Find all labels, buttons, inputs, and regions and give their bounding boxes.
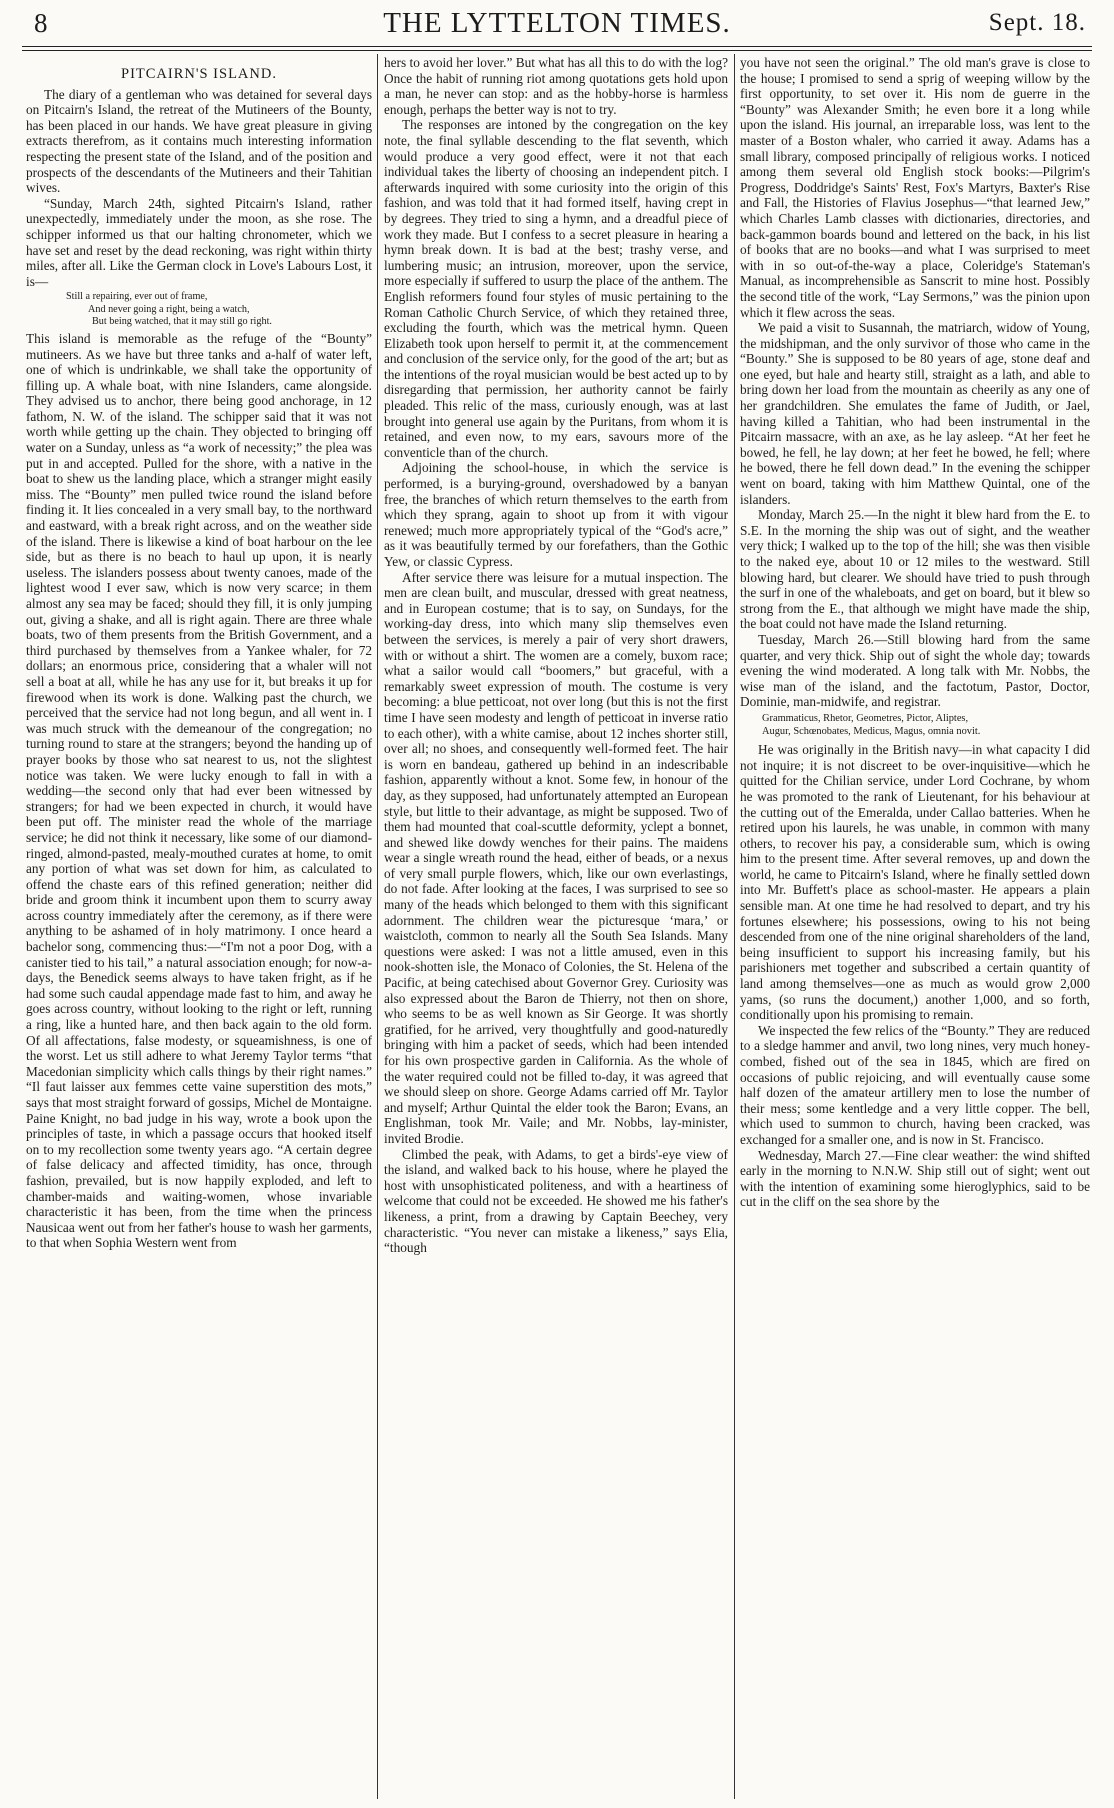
article-paragraph: Tuesday, March 26.—Still blowing hard from the same quarter, and very thick. Ship out of sight the whole day; towards evening the wind moderated. A long talk with Mr. Nobbs, the wise man of the island, and the factotum, Pastor, Doctor, Dominie, man-midwife, and registrar. [740,631,1090,710]
verse-line: Still a repairing, ever out of frame, [66,291,208,303]
column-2 [384,55,728,1799]
article-paragraph: We paid a visit to Susannah, the matriarch, widow of Young, the midshipman, and the only survivor of those who came in the “Bounty.” She is supposed to be 80 years of age, stone deaf and one eyed, but hale and hearty still, straight as a lath, and able to bring down her load from the mountain as cheerily as any one of her grandchildren. She emulates the fame of Judith, or Jael, having killed a Tahitian, who had been instrumental in the Pitcairn massacre, with an axe, as he lay asleep. “At her feet he bowed, he fell, he lay down; at her feet he bowed, he fell; where he bowed, there he fell down dead.” In the evening the schipper went on board, taking with him Matthew Quintal, one of the islanders. [740,320,1090,507]
verse-line: But being watched, that it may still go right. [92,315,272,327]
masthead-rule-thin [22,50,1092,51]
article-paragraph: After service there was leisure for a mutual inspection. The men are clean built, and muscular, dressed with great neatness, and in European costume; that is to say, on Sundays, for the working-day dress, into which many slip themselves even between the services, is merely a pair of very short drawers, with or without a shirt. The women are a comely, buxom race; what a sailor would call “boomers,” but graceful, with a remarkably sweet expression of mouth. The costume is very becoming: a blue petticoat, not over long (but this is not the first time I have seen modesty and length of petticoat in inverse ratio to each other), with a white camise, about 12 inches shorter still, over all; no shoes, and consequently well-formed feet. The hair is worn en bandeau, gathered up behind in an indescribable fashion, apparently without a knot. Some few, in honour of the day, as they supposed, had unfortunately attempted an European style, but little to their advantage, as might be supposed. Two of them had mounted that coal-scuttle deformity, yclept a bonnet, and shewed like dowdy wenches for their pains. The maidens wear a single wreath round the head, either of beads, or a nexus of very small purple flowers, which, like our own everlastings, do not fade. After looking at the faces, I was surprised to see so many of the heads which belonged to them with this significant adornment. The children wear the picturesque ‘mara,’ or waistcloth, common to nearly all the South Sea Islands. Many questions were asked: I was not a little amused, even in this nook-shotten isle, the Monaco of Colonies, the St. Helena of the Pacific, at being catechised about Governor Grey. Curiosity was also expressed about the Baron de Thierry, not then on shore, who seems to be as well known as Sir George. It was shortly gratified, for he arrived, very thoughtfully and good-naturedly bringing with him a packet of seeds, which had been intended for his own prospective garden in California. As the whole of the water required could not be filled to-day, it was agreed that we should sleep on shore. George Adams carried off Mr. Taylor and myself; Arthur Quintal the elder took the Baron; Evans, an Englishman, took Mr. Vaile; and Mr. Nobbs, lay-minister, invited Brodie. [384,569,728,1146]
issue-date: Sept. 18. [988,9,1086,36]
article-paragraph: Climbed the peak, with Adams, to get a birds'-eye view of the island, and walked back to his house, where he played the host with unsophisticated politeness, and with a heartiness of welcome that could not be exceeded. He showed me his father's likeness, a print, from a drawing by Captain Beechey, very characteristic. “You never can mistake a likeness,” says Elia, “though [384,1146,728,1256]
latin-quote [740,713,1090,738]
article-paragraph: The diary of a gentleman who was detained for several days on Pitcairn's Island, the retreat of the Mutineers of the Bounty, has been placed in our hands. We have great pleasure in giving extracts therefrom, as it contains much interesting information respecting the present state of the Island, and of the position and prospects of the descendants of the Mutineers and their Tahitian wives. [26,86,372,196]
page-number: 8 [34,8,48,38]
latin-line: Grammaticus, Rhetor, Geometres, Pictor, Aliptes, [762,712,969,724]
article-paragraph: The responses are intoned by the congregation on the key note, the final syllable descending to the flat seventh, which would produce a very good effect, were it not that each individual takes the liberty of choosing an independent pitch. I afterwards inquired with some curiosity into the origin of this fashion, and was told that it had formed itself, having crept in by degrees. They tried to sing a hymn, and a dreadful piece of work they made. But I confess to a secret pleasure in hearing a hymn break down. It is bad at the best; trashy verse, and lumbering music; an intrusion, moreover, upon the service, more especially if suffered to usurp the place of the anthem. The English reformers found four styles of music pertaining to the Roman Catholic Church Service, of which they retained three, excluding the fourth, which was the metrical hymn. Queen Elizabeth took upon herself to permit it, at the commencement and conclusion of the service only, for the good of the art; but as the intentions of the royal musician would be best acted up to by disregarding that permission, her authority cannot be fairly pleaded. This relic of the mass, curiously enough, was at last brought into general use again by the Puritans, from whom it is retained, and even now, to my ears, savours more of the conventicle than of the church. [384,117,728,460]
article-paragraph: We inspected the few relics of the “Bounty.” They are reduced to a sledge hammer and anvil, two long nines, very much honey-combed, fished out of the sea in 1845, which are fired on occasions of public rejoicing, and will eventually cause some half dozen of the amateur artillery men to lose the number of their mess; some kentledge and a very little copper. The bell, which used to summon to church, having been cracked, was exchanged for a smaller one, and is now in St. Francisco. [740,1022,1090,1147]
verse-line: And never going a right, being a watch, [88,303,250,315]
article-paragraph: hers to avoid her lover.” But what has all this to do with the log? Once the habit of running riot among quotations gets hold upon a man, he never can stop: and as the hobby-horse is harmless enough, perhaps the better way is not to try. [384,55,728,117]
article-paragraph: you have not seen the original.” The old man's grave is close to the house; I promised to send a sprig of weeping willow by the first opportunity, to set over it. His nom de guerre in the “Bounty” was Alexander Smith; he even bore it a long while upon the island. His journal, an irreparable loss, was lent to the master of a Boston whaler, who carried it away. Adams has a small library, composed principally of religious works. I noticed among them several old English stock books:—Pilgrim's Progress, Doddridge's Saints' Rest, Fox's Martyrs, Baxter's Rise and Fall, the Histories of Flavius Josephus—“that learned Jew,” which Charles Lamb classes with dictionaries, directories, and back-gammon boards bound and lettered on the back, in his list of books that are no books—and what I was surprised to meet with in so out-of-the-way a place, Coleridge's Stateman's Manual, as incomprehensible as Sanscrit to mine host. Possibly the second title of the work, “Lay Sermons,” was the pinion upon which it flew across the seas. [740,55,1090,320]
masthead-rule-thick [22,46,1092,47]
article-paragraph: This island is memorable as the refuge of the “Bounty” mutineers. As we have but three tanks and a-half of water left, one of which is undrinkable, we shall take the opportunity of filling up. A whale boat, with nine Islanders, came alongside. They advised us to anchor, there being good anchorage, in 12 fathom, N. W. of the island. The schipper said that it was not worth while getting up the chain. They objected to bringing off water on a Sunday, unless as “a work of necessity;” the plea was put in and accepted. Pulled for the shore, with a native in the boat to shew us the landing place, which a stranger might easily miss. The “Bounty” men pulled twice round the island before finding it. It lies concealed in a very small bay, to the northward and eastward, with a break right across, and on the weather side of the island. There is likewise a kind of boat harbour on the lee side, but as there is no beach to haul up upon, it is nearly useless. The islanders possess about twenty canoes, made of the lightest wood I ever saw, which is now very scarce; in them almost any sea may be faced; should they fill, it is only jumping out, giving a shake, and all is right again. There are three whale boats, two of them presents from the British Government, and a third purchased by themselves from a Yankee whaler, for 72 dollars; an enormous price, considering that a whaler will not sell a boat at all, while he has any use for it, but breaks it up for firewood when its work is done. Walking past the church, we perceived that the service had not long begun, and all went in. I was much struck with the demeanour of the congregation; no turning round to stare at the strangers; beyond the handing up of prayer books by those who sat nearest to us, not the slightest notice was taken. We were lucky enough to fall in with a wedding—the second only that had ever been witnessed by strangers; for had we been expected in church, it would have been put off. The minister read the whole of the marriage service; he did not think it necessary, like some of our diamond-ringed, almond-pasted, mealy-mouthed curates at home, to omit any portion of what was set down for him, as calculated to offend the chaste ears of this refined generation; neither did bride and groom think it incumbent upon them to scurry away across country immediately after the ceremony, as if there were anything to be ashamed of in holy matrimony. I once heard a bachelor song, commencing thus:—“I'm not a poor Dog, with a canister tied to his tail,” a natural association enough; for now-a-days, the Benedick seems always to have taken fright, as if he had some such caudal appendage made fast to him, and away he goes across country, without looking to the right or left, running a ring, like a hunted hare, and then back again to the old form. Of all affectations, false modesty, or squeamishness, is one of the worst. Let us still adhere to what Jeremy Taylor terms “that Macedonian simplicity which calls things by their right names.” “Il faut laisser aux femmes cette vaine superstition des mots,” says that most straight forward of gossips, Michel de Montaigne. Paine Knight, no bad judge in his way, wrote a book upon the principles of taste, in which a passage occurs that hooked itself on to my recollection some twenty years ago. “A certain degree of false delicacy and affected timidity, has once, through fashion, prevailed, but is now happily exploded, and left to chamber-maids and waiting-women, whose invariable characteristic it has been, from the time when the princess Nausicaa went out from her father's house to wash her garments, to that when Sophia Western went from [26,330,372,1251]
article-paragraph: “Sunday, March 24th, sighted Pitcairn's Island, rather unexpectedly, immediately under the moon, as she rose. The schipper informed us that our halting chronometer, which we have set and reset by the dead reckoning, was right within thirty miles, after all. Like the German clock in Love's Labours Lost, it is— [26,195,372,289]
column-divider [377,54,378,1799]
masthead-bar [22,6,1092,42]
article-paragraph: Wednesday, March 27.—Fine clear weather: the wind shifted early in the morning to N.N.W. Ship still out of sight; went out with the intention of examining some hieroglyphics, said to be cut in the cliff on the sea shore by the [740,1147,1090,1210]
newspaper-title: THE LYTTELTON TIMES. [383,7,731,39]
column-1 [26,55,372,1799]
article-paragraph: He was originally in the British navy—in what capacity I did not inquire; it is not discreet to be over-inquisitive—which he quitted for the Chilian service, under Lord Cochrane, by whom he was promoted to the rank of Lieutenant, for his behaviour at the cutting out of the Emeralda, under Callao batteries. When he retired upon his laurels, he was unable, in common with many others, to recover his pay, a considerable sum, which is owing him to the present time. After several removes, up and down the world, he came to Pitcairn's Island, where he finally settled down into Mr. Buffett's place as school-master. He appears a plain sensible man. At one time he had resolved to depart, and try his fortunes elsewhere; his possessions, owing to his not being descended from one of the nine original shareholders of the land, being insufficient to support his increasing family, but his parishioners met together and subscribed a certain quantity of land among themselves—one as much as would grow 2,000 yams, (so runs the document,) another 1,000, and so forth, conditionally upon his promising to remain. [740,742,1090,1023]
column-3 [740,55,1090,1799]
latin-line: Augur, Schœnobates, Medicus, Magus, omnia novit. [762,725,981,737]
column-divider [734,54,735,1799]
article-paragraph: Adjoining the school-house, in which the service is performed, is a burying-ground, overshadowed by a banyan free, the branches of which return themselves to the earth from which they sprang, again to shoot up from it with vigour renewed; much more appropriately typical of the “God's acre,” as it was beautifully termed by our forefathers, than the Gothic Yew, or classic Cypress. [384,460,728,569]
verse-quote [26,291,372,328]
article-paragraph: Monday, March 25.—In the night it blew hard from the E. to S.E. In the morning the ship was out of sight, and the weather very thick; I walked up to the top of the hill; she was then visible to the naked eye, about 10 or 12 miles to the westward. Still blowing hard, but clearer. We should have tried to push through the surf in one of the whaleboats, and get on board, but it blew so strong from the E., that although we might have made the ship, the boat could not have made the Island returning. [740,507,1090,632]
article-title: PITCAIRN'S ISLAND. [121,66,277,82]
